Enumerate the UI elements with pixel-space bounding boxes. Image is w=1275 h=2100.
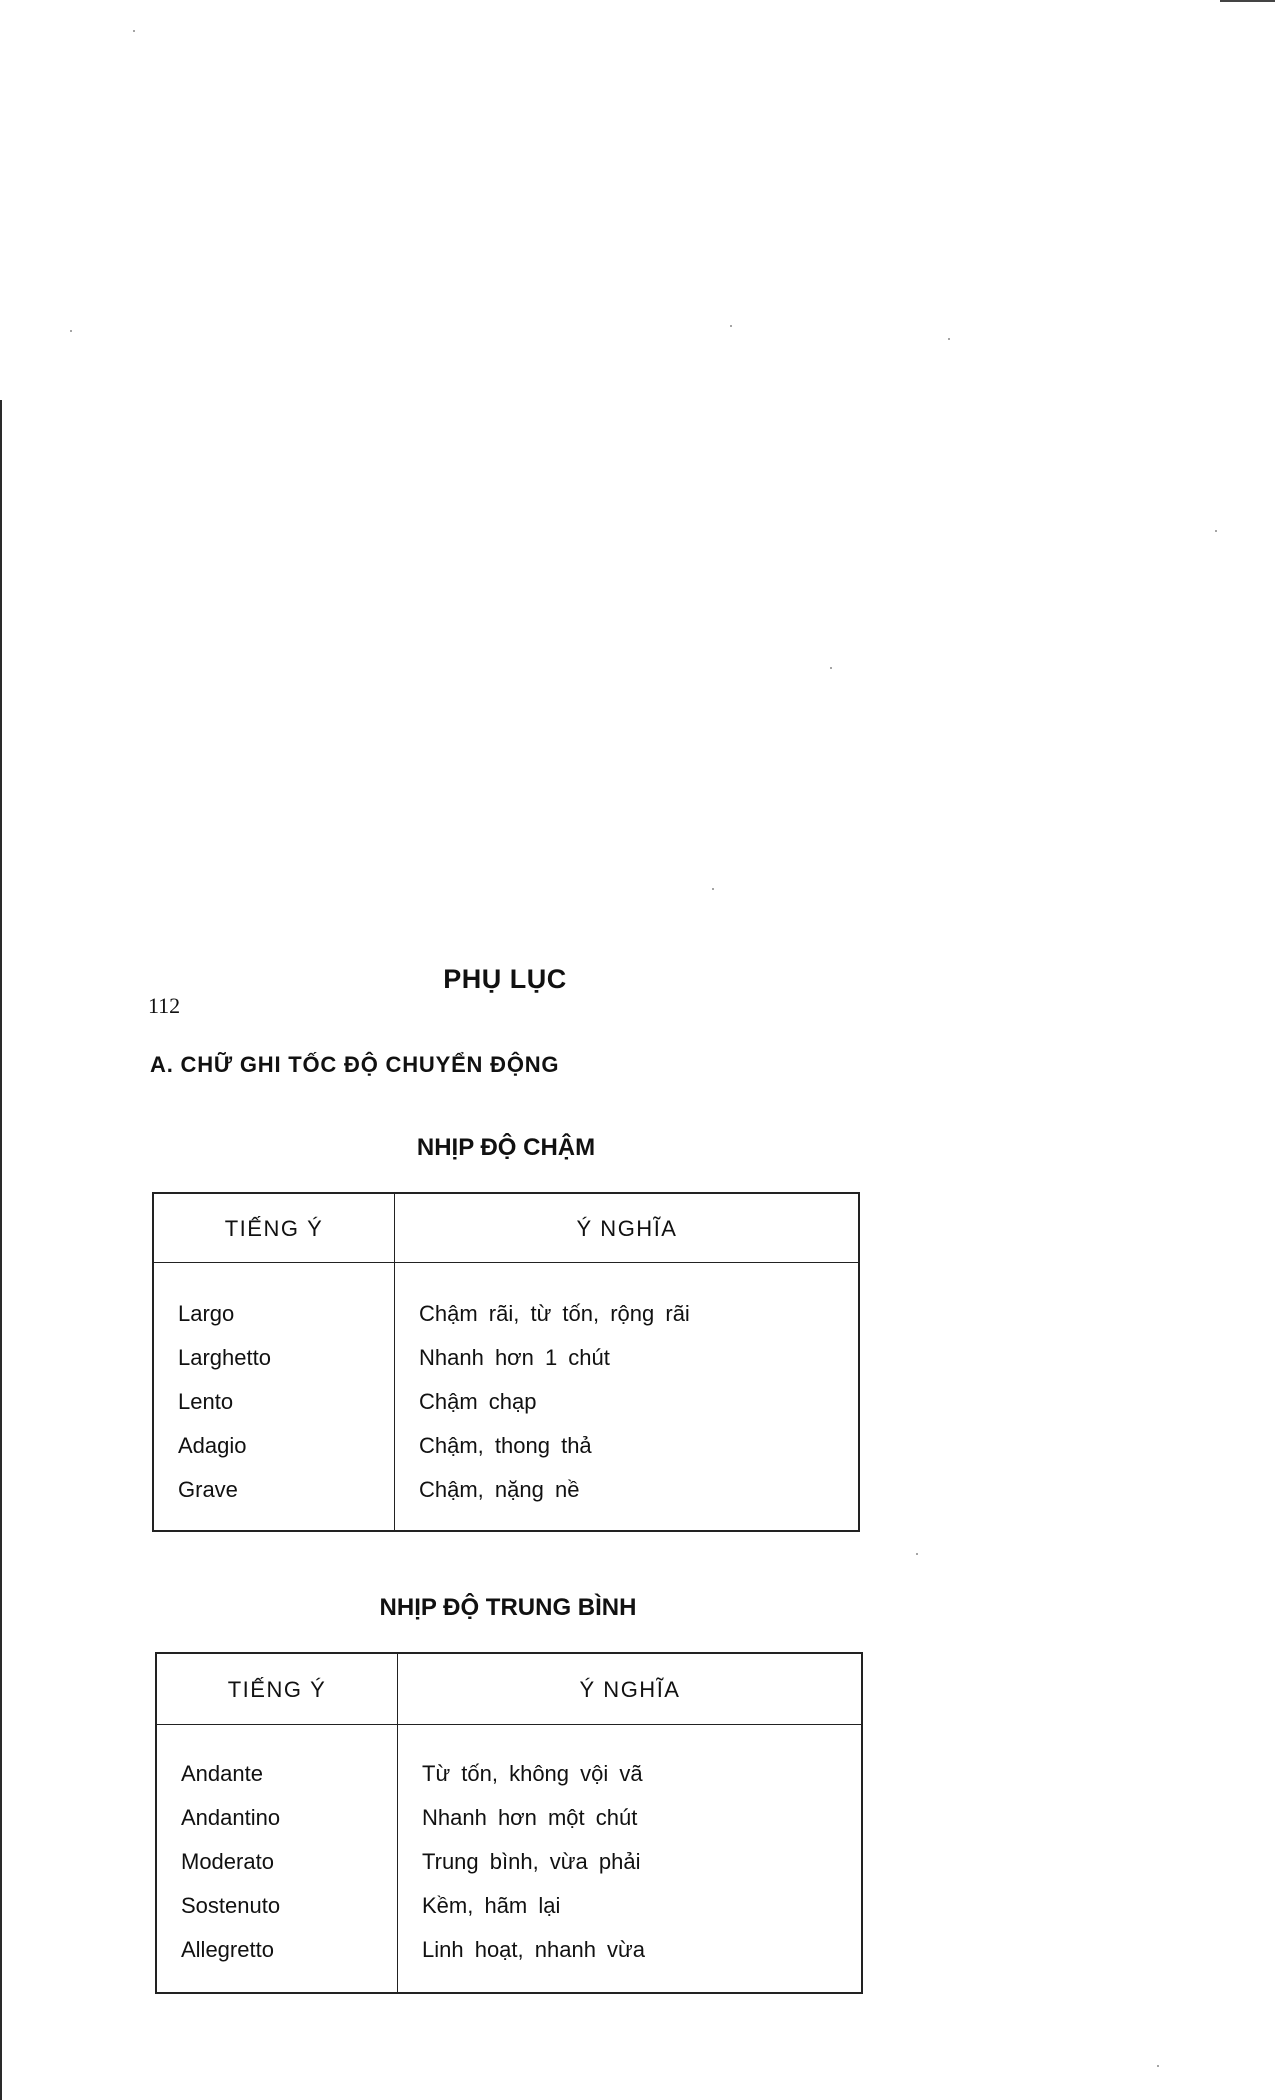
column-divider [394, 1194, 395, 1530]
scan-speck [730, 325, 732, 327]
section-heading: A. CHỮ GHI TỐC ĐỘ CHUYỂN ĐỘNG [150, 1052, 560, 1077]
table-cell-meaning: Nhanh hơn 1 chút [419, 1345, 610, 1370]
meaning-column [422, 1752, 645, 1972]
scan-speck [712, 888, 714, 890]
table-cell-meaning: Linh hoạt, nhanh vừa [422, 1937, 646, 1962]
column-divider [397, 1654, 398, 1992]
table-cell-term: Largo [178, 1301, 235, 1326]
scan-top-rule [1220, 0, 1275, 2]
table-cell-meaning: Nhanh hơn một chút [422, 1805, 638, 1830]
scan-speck [70, 330, 72, 332]
table-heading-slow: NHỊP ĐỘ CHẬM [416, 1134, 596, 1161]
table-cell-meaning: Chậm, nặng nề [419, 1477, 580, 1502]
table-heading-medium: NHỊP ĐỘ TRUNG BÌNH [379, 1594, 637, 1621]
table-cell-meaning: Chậm, thong thả [419, 1433, 592, 1458]
page-title: PHỤ LỤC [443, 964, 567, 994]
header-rule [157, 1724, 861, 1725]
table-cell-meaning: Chậm chạp [419, 1389, 537, 1414]
term-column [181, 1752, 280, 1972]
column-header-term: TIẾNG Ý [227, 1677, 327, 1702]
scan-speck [830, 667, 832, 669]
table-cell-meaning: Trung bình, vừa phải [422, 1849, 641, 1874]
column-header-meaning: Ý NGHĨA [576, 1216, 678, 1241]
table-cell-term: Grave [178, 1477, 238, 1502]
meaning-column [419, 1292, 690, 1512]
table-cell-term: Andantino [181, 1805, 281, 1830]
tempo-table-medium [155, 1652, 863, 1994]
table-cell-term: Larghetto [178, 1345, 271, 1370]
table-cell-term: Allegretto [181, 1937, 274, 1962]
scan-edge-line [0, 400, 2, 2100]
scan-speck [948, 338, 950, 340]
scan-speck [133, 30, 135, 32]
table-cell-term: Adagio [178, 1433, 247, 1458]
header-rule [154, 1262, 858, 1263]
term-column [178, 1292, 271, 1512]
table-cell-term: Sostenuto [181, 1893, 281, 1918]
column-header-meaning: Ý NGHĨA [579, 1677, 681, 1702]
table-cell-term: Lento [178, 1389, 234, 1414]
scan-speck [1215, 530, 1217, 532]
table-cell-meaning: Từ tốn, không vội vã [422, 1761, 643, 1786]
scan-speck [916, 1553, 918, 1555]
table-cell-meaning: Chậm rãi, từ tốn, rộng rãi [419, 1301, 690, 1326]
column-header-term: TIẾNG Ý [224, 1216, 324, 1241]
scan-speck [1157, 2065, 1159, 2067]
page-number: 112 [148, 993, 181, 1018]
table-cell-term: Moderato [181, 1849, 274, 1874]
table-cell-term: Andante [181, 1761, 263, 1786]
table-cell-meaning: Kềm, hãm lại [422, 1893, 561, 1918]
tempo-table-slow [152, 1192, 860, 1532]
